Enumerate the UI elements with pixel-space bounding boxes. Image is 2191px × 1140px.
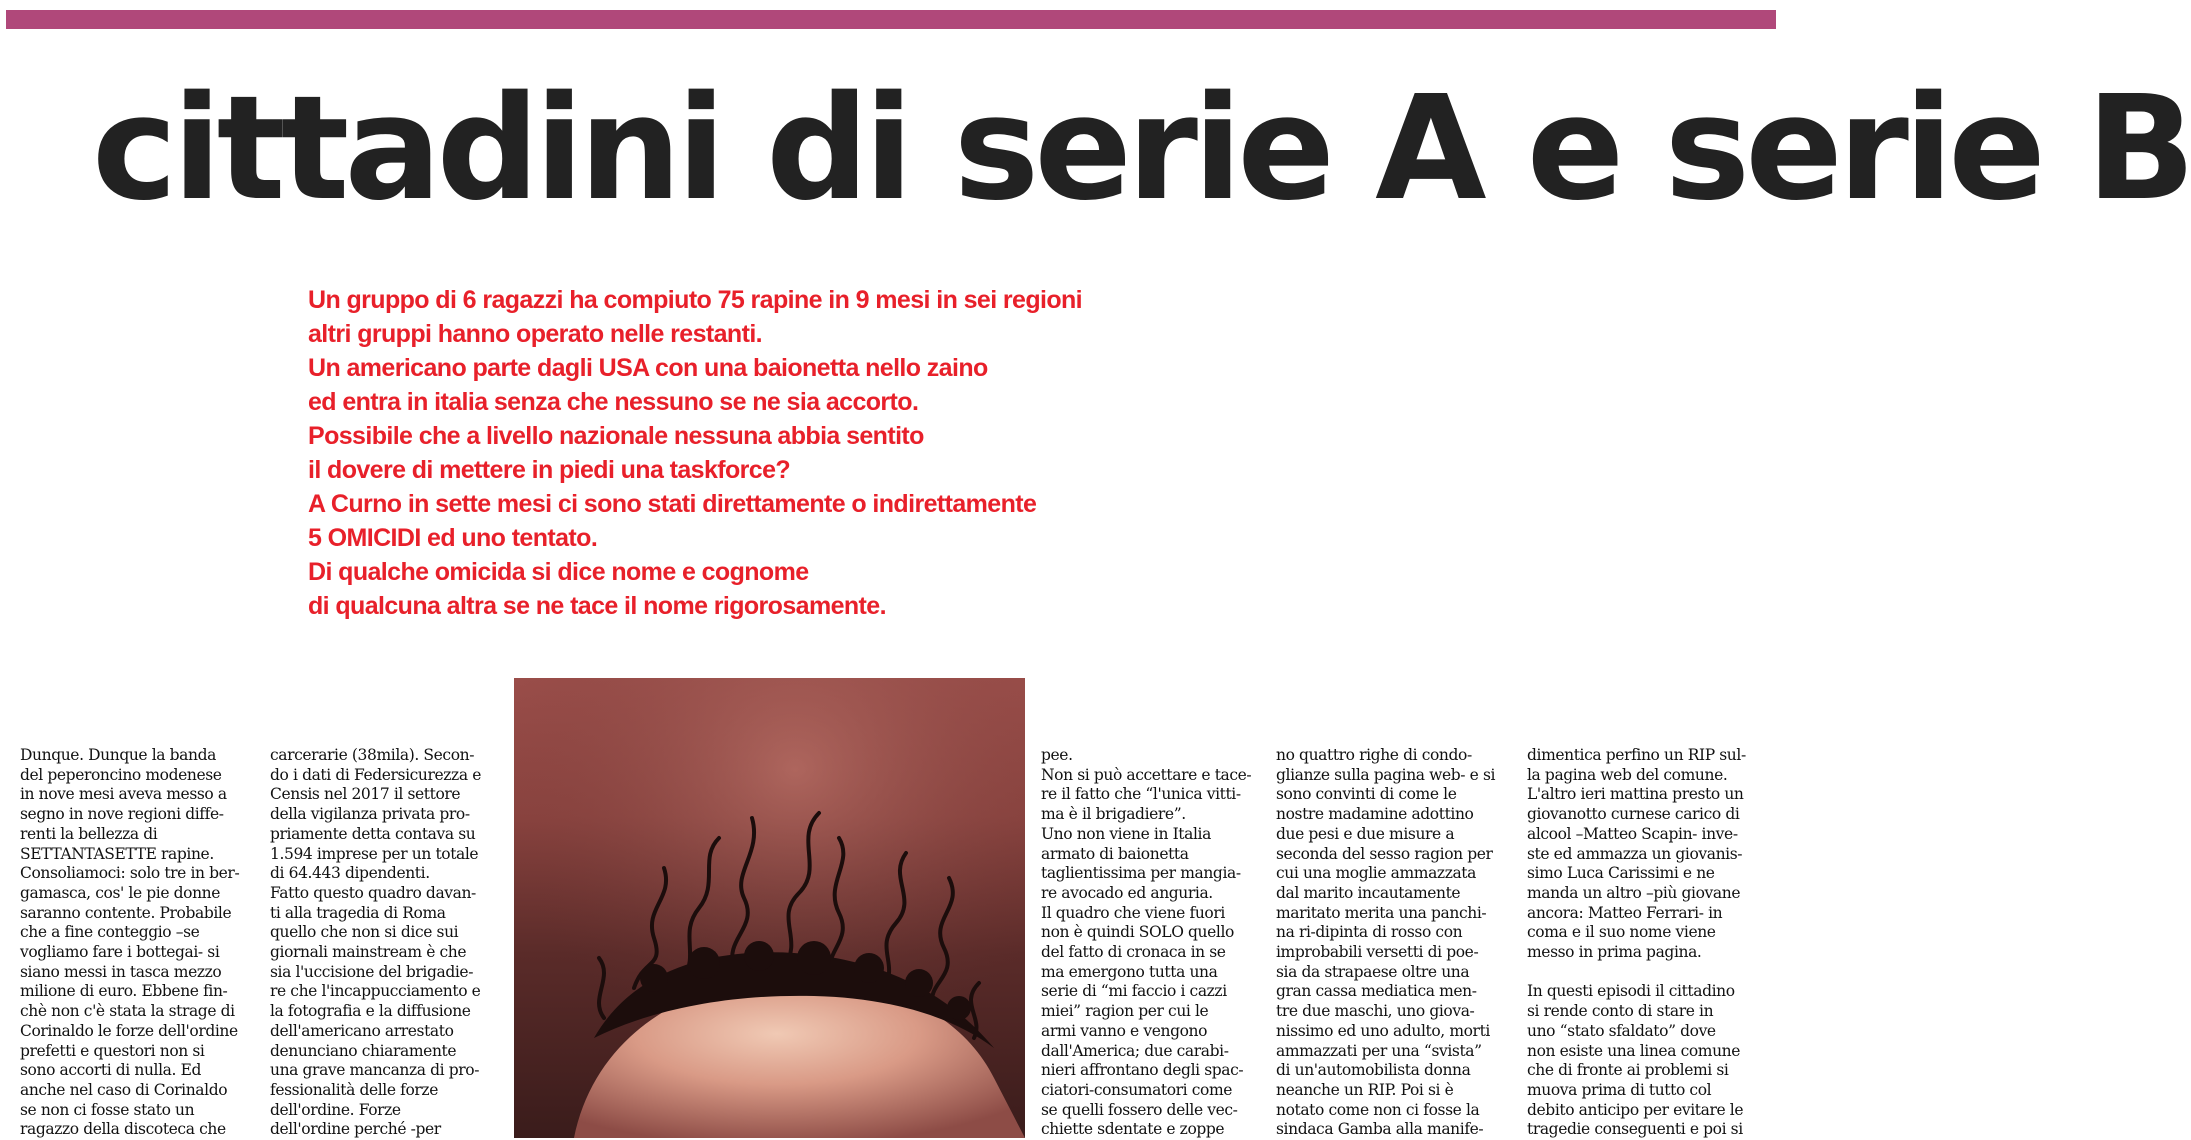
- article-column-2: [270, 746, 502, 1138]
- column-text-line: della vigilanza privata pro-: [270, 805, 470, 824]
- article-column-5: [1527, 746, 1777, 1138]
- column-text-line: chiette sdentate e zoppe: [1041, 1120, 1225, 1139]
- column-text-line: gamasca, cos' le pie donne: [20, 883, 221, 902]
- column-text-line: Non si può accettare e tace-: [1041, 765, 1252, 784]
- lead-line: ed entra in italia senza che nessuno se ne sia accorto.: [308, 388, 919, 416]
- column-text-line: 1.594 imprese per un totale: [270, 844, 479, 863]
- article-photo: [514, 678, 1025, 1138]
- column-text-line: simo Luca Carissimi e ne: [1527, 864, 1715, 883]
- column-text-line: seconda del sesso ragion per: [1276, 844, 1493, 863]
- column-text-line: alcool –Matteo Scapin- inve-: [1527, 824, 1738, 843]
- column-text-line: la pagina web del comune.: [1527, 765, 1728, 784]
- column-text-line: ma emergono tutta una: [1041, 962, 1218, 981]
- photo-illustration: [514, 678, 1025, 1138]
- column-text-line: ancora: Matteo Ferrari- in: [1527, 903, 1723, 922]
- column-text-line: manda un altro –più giovane: [1527, 883, 1741, 902]
- column-text-line: nieri affrontano degli spac-: [1041, 1061, 1244, 1080]
- column-text-line: chè non c'è stata la strage di: [20, 1002, 235, 1021]
- column-text-line: dall'America; due carabi-: [1041, 1041, 1229, 1060]
- column-text-line: dell'americano arrestato: [270, 1021, 454, 1040]
- column-text-line: Fatto questo quadro davan-: [270, 883, 476, 902]
- column-text-line: debito anticipo per evitare le: [1527, 1100, 1744, 1119]
- column-text-line: di un'automobilista donna: [1276, 1061, 1471, 1080]
- column-text-line: sindaca Gamba alla manife-: [1276, 1120, 1484, 1139]
- lead-line: il dovere di mettere in piedi una taskforce?: [308, 456, 791, 484]
- column-text-line: dal marito incautamente: [1276, 883, 1461, 902]
- column-text-line: ti alla tragedia di Roma: [270, 903, 446, 922]
- column-text-line: ciatori-consumatori come: [1041, 1080, 1233, 1099]
- column-text-line: Corinaldo le forze dell'ordine: [20, 1021, 238, 1040]
- column-text-line: Consoliamoci: solo tre in ber-: [20, 864, 240, 883]
- column-text-line: do i dati di Federsicurezza e: [270, 765, 481, 784]
- column-text-line: Il quadro che viene fuori: [1041, 903, 1225, 922]
- lead-paragraph: [308, 283, 1108, 623]
- column-text-line: dimentica perfino un RIP sul-: [1527, 746, 1746, 764]
- column-text-line: miei” ragion per cui le: [1041, 1002, 1209, 1021]
- column-text-line: in nove mesi aveva messo a: [20, 785, 227, 804]
- column-text-line: SETTANTASETTE rapine.: [20, 844, 214, 863]
- column-text-line: segno in nove regioni diffe-: [20, 805, 224, 824]
- lead-line: 5 OMICIDI ed uno tentato.: [308, 524, 598, 552]
- column-text-line: priamente detta contava su: [270, 824, 476, 843]
- headline: cittadini di serie A e serie B: [92, 64, 2191, 232]
- column-text-line: sia da strapaese oltre una: [1276, 962, 1470, 981]
- article-column-3: [1041, 746, 1266, 1138]
- column-text-line: se quelli fossero delle vec-: [1041, 1100, 1238, 1119]
- lead-line: Possibile che a livello nazionale nessuna abbia sentito: [308, 422, 924, 450]
- column-text-line: giovanotto curnese carico di: [1527, 805, 1740, 824]
- column-text-line: improbabili versetti di poe-: [1276, 943, 1479, 962]
- column-text-line: no quattro righe di condo-: [1276, 746, 1472, 764]
- article-column-4: [1276, 746, 1514, 1138]
- column-text-line: glianze sulla pagina web- e si: [1276, 765, 1496, 784]
- column-text-line: di 64.443 dipendenti.: [270, 864, 430, 883]
- column-text-line: ste ed ammazza un giovanis-: [1527, 844, 1743, 863]
- column-text-line: re che l'incappucciamento e: [270, 982, 481, 1001]
- column-text-line: che di fronte ai problemi si: [1527, 1061, 1729, 1080]
- column-text-line: cui una moglie ammazzata: [1276, 864, 1476, 883]
- column-text-line: fessionalità delle forze: [270, 1080, 438, 1099]
- column-text-line: la fotografia e la diffusione: [270, 1002, 471, 1021]
- column-text-line: notato come non ci fosse la: [1276, 1100, 1480, 1119]
- column-text-line: renti la bellezza di: [20, 824, 158, 843]
- column-text-line: sono accorti di nulla. Ed: [20, 1061, 202, 1080]
- column-text-line: si rende conto di stare in: [1527, 1002, 1714, 1021]
- column-text-line: maritato merita una panchi-: [1276, 903, 1487, 922]
- column-text-line: saranno contente. Probabile: [20, 903, 232, 922]
- column-text-line: nostre madamine adottino: [1276, 805, 1474, 824]
- column-text-line: vogliamo fare i bottegai- si: [20, 943, 220, 962]
- column-text-line: na ri-dipinta di rosso con: [1276, 923, 1463, 942]
- column-text-line: sono convinti di come le: [1276, 785, 1457, 804]
- column-text-line: una grave mancanza di pro-: [270, 1061, 480, 1080]
- column-text-line: ragazzo della discoteca che: [20, 1120, 226, 1139]
- column-text-line: se non ci fosse stato un: [20, 1100, 195, 1119]
- column-text-line: In questi episodi il cittadino: [1527, 982, 1735, 1001]
- column-text-line: anche nel caso di Corinaldo: [20, 1080, 228, 1099]
- column-text-line: del fatto di cronaca in se: [1041, 943, 1226, 962]
- column-text-line: uno “stato sfaldato” dove: [1527, 1021, 1716, 1040]
- column-text-line: neanche un RIP. Poi si è: [1276, 1080, 1454, 1099]
- column-text-line: dell'ordine perché -per: [270, 1120, 441, 1139]
- column-text-line: muova prima di tutto col: [1527, 1080, 1712, 1099]
- column-text-line: pee.: [1041, 746, 1073, 764]
- column-text-line: nissimo ed uno adulto, morti: [1276, 1021, 1490, 1040]
- column-text-line: taglientissima per mangia-: [1041, 864, 1241, 883]
- article-column-1: [20, 746, 252, 1138]
- column-text-line: tre due maschi, uno giova-: [1276, 1002, 1475, 1021]
- lead-line: Un americano parte dagli USA con una baionetta nello zaino: [308, 354, 988, 382]
- column-text-line: re avocado ed anguria.: [1041, 883, 1213, 902]
- column-text-line: messo in prima pagina.: [1527, 943, 1702, 962]
- column-text-line: coma e il suo nome viene: [1527, 923, 1716, 942]
- column-text-line: carcerarie (38mila). Secon-: [270, 746, 475, 764]
- column-text-line: prefetti e questori non si: [20, 1041, 205, 1060]
- column-text-line: denunciano chiaramente: [270, 1041, 457, 1060]
- column-text-line: gran cassa mediatica men-: [1276, 982, 1477, 1001]
- column-text-line: milione di euro. Ebbene fin-: [20, 982, 228, 1001]
- lead-line: altri gruppi hanno operato nelle restanti.: [308, 320, 763, 348]
- column-text-line: siano messi in tasca mezzo: [20, 962, 222, 981]
- column-text-line: ma è il brigadiere”.: [1041, 805, 1186, 824]
- column-text-line: armi vanno e vengono: [1041, 1021, 1208, 1040]
- column-text-line: re il fatto che “l'unica vitti-: [1041, 785, 1241, 804]
- lead-line: A Curno in sette mesi ci sono stati direttamente o indirettamente: [308, 490, 1037, 518]
- column-text-line: Uno non viene in Italia: [1041, 824, 1211, 843]
- column-text-line: non è quindi SOLO quello: [1041, 923, 1234, 942]
- lead-line: di qualcuna altra se ne tace il nome rigorosamente.: [308, 592, 886, 620]
- column-text-line: L'altro ieri mattina presto un: [1527, 785, 1744, 804]
- column-text-line: quello che non si dice sui: [270, 923, 459, 942]
- column-text-line: due pesi e due misure a: [1276, 824, 1455, 843]
- column-text-line: armato di baionetta: [1041, 844, 1189, 863]
- column-text-line: non esiste una linea comune: [1527, 1041, 1741, 1060]
- column-text-line: sia l'uccisione del brigadie-: [270, 962, 474, 981]
- column-text-line: ammazzati per una “svista”: [1276, 1041, 1482, 1060]
- column-text-line: Dunque. Dunque la banda: [20, 746, 216, 764]
- column-text-line: del peperoncino modenese: [20, 765, 222, 784]
- paragraph-break: [1527, 963, 1777, 983]
- column-text-line: serie di “mi faccio i cazzi: [1041, 982, 1227, 1001]
- lead-line: Un gruppo di 6 ragazzi ha compiuto 75 rapine in 9 mesi in sei regioni: [308, 286, 1083, 314]
- top-color-bar: [6, 10, 1776, 29]
- column-text-line: dell'ordine. Forze: [270, 1100, 401, 1119]
- column-text-line: giornali mainstream è che: [270, 943, 467, 962]
- lead-line: Di qualche omicida si dice nome e cognome: [308, 558, 809, 586]
- column-text-line: Censis nel 2017 il settore: [270, 785, 461, 804]
- column-text-line: tragedie conseguenti e poi si: [1527, 1120, 1743, 1139]
- column-text-line: che a fine conteggio –se: [20, 923, 200, 942]
